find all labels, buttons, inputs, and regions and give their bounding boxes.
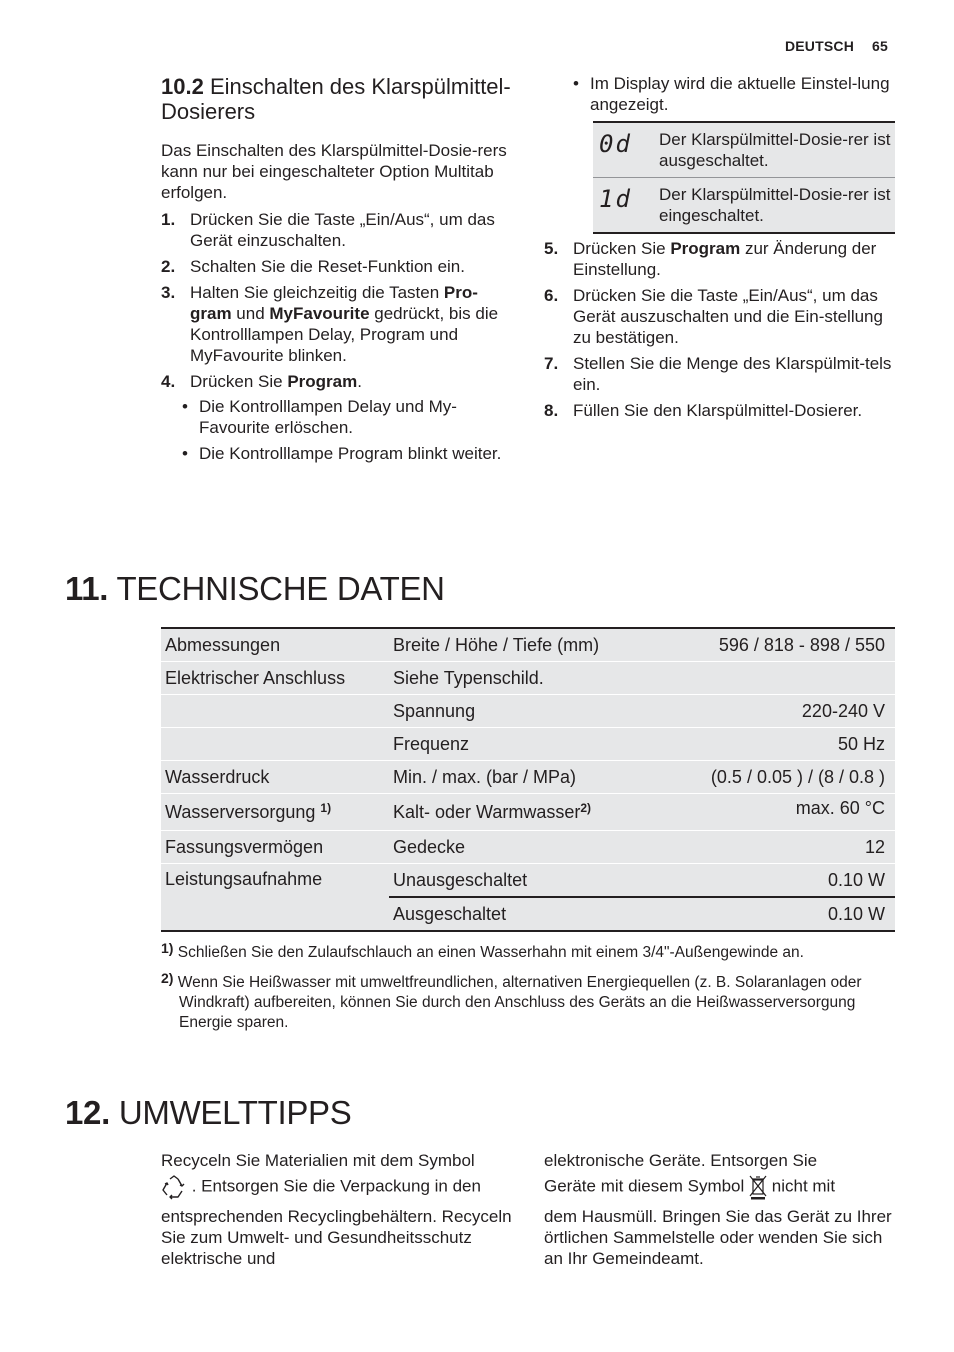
page-header xyxy=(767,38,888,54)
display-bullet xyxy=(571,73,895,115)
table-cell xyxy=(161,695,389,728)
footnote-text: Schließen Sie den Zulaufschlauch an einen Wasserhahn mit einem 3/4"-Außengewinde an. xyxy=(177,944,804,961)
step-number: 1. xyxy=(161,210,176,229)
table-cell: 0.10 W xyxy=(665,897,895,931)
step-text: Schalten Sie die Reset-Funktion ein. xyxy=(190,257,465,276)
paragraph-text: . Entsorgen Sie die Verpackung in den xyxy=(191,1176,481,1196)
paragraph-line: Recyceln Sie Materialien mit dem Symbol xyxy=(161,1151,475,1170)
button-name: Program xyxy=(670,239,741,258)
table-cell: Abmessungen xyxy=(161,629,389,662)
table-row xyxy=(161,864,895,898)
step-text: Drücken Sie die Taste „Ein/Aus“, um das Gerät einzuschalten. xyxy=(190,210,495,250)
table-row xyxy=(161,831,895,864)
list-item xyxy=(544,353,894,395)
table-cell: Leistungsaufnahme xyxy=(161,864,389,932)
table-cell: Wasserdruck xyxy=(161,761,389,794)
language-label: DEUTSCH xyxy=(784,38,855,54)
table-cell: (0.5 / 0.05 ) / (8 / 0.8 ) xyxy=(665,761,895,794)
step-text: Drücken Sie xyxy=(573,239,671,258)
table-row xyxy=(161,662,895,695)
display-description: Der Klarspülmittel-Dosie-rer ist eingeschaltet. xyxy=(659,185,891,225)
button-name: Program xyxy=(287,372,358,391)
button-name: Pro-gram xyxy=(190,283,478,323)
table-cell: Unausgeschaltet xyxy=(389,864,665,898)
footnote-mark: 2) xyxy=(161,970,174,986)
paragraph-line xyxy=(161,1174,521,1200)
list-item xyxy=(161,282,513,366)
step-text: zur Änderung der Einstellung. xyxy=(573,239,877,279)
tech-data-table xyxy=(161,629,895,932)
table-row xyxy=(161,728,895,761)
step-number: 4. xyxy=(161,372,176,391)
section-11-heading xyxy=(65,570,445,608)
paragraph-text: Geräte mit diesem Symbol xyxy=(544,1176,745,1196)
intro-paragraph: Das Einschalten des Klarspülmittel-Dosie-rers kann nur bei eingeschalteter Option Multitab erfolgen. xyxy=(161,141,507,202)
step-text: Drücken Sie die Taste „Ein/Aus“, um das Gerät auszuschalten und die Ein-stellung zu bestätigen. xyxy=(573,286,883,347)
list-item xyxy=(161,371,513,464)
step-number: 5. xyxy=(544,239,559,258)
recycling-icon xyxy=(161,1176,192,1195)
page-number: 65 xyxy=(872,38,888,54)
footnote xyxy=(161,938,901,963)
table-cell: Min. / max. (bar / MPa) xyxy=(389,761,665,794)
section-10-2-heading xyxy=(161,74,513,124)
section-number: 10.2 xyxy=(161,74,204,99)
section-12-heading xyxy=(65,1094,351,1132)
footnote-ref: 1) xyxy=(320,801,332,815)
table-cell: Spannung xyxy=(389,695,665,728)
table-cell: Frequenz xyxy=(389,728,665,761)
table-cell xyxy=(161,728,389,761)
sub-bullets xyxy=(180,396,513,464)
section-title: Einschalten des Klarspülmittel-Dosierers xyxy=(161,74,511,124)
section-10-2-right xyxy=(573,73,895,120)
table-cell: Ausgeschaltet xyxy=(389,897,665,931)
cell-text: Wasserversorgung xyxy=(165,802,316,822)
step-number: 7. xyxy=(544,354,559,373)
table-row xyxy=(161,695,895,728)
paragraph-text: nicht mit xyxy=(771,1176,836,1196)
step-number: 6. xyxy=(544,286,559,305)
crossed-bin-icon xyxy=(749,1176,772,1195)
display-row xyxy=(593,177,895,232)
list-item xyxy=(544,238,894,280)
step-number: 3. xyxy=(161,283,176,302)
step-text: gedrückt, bis die Kontrolllampen Delay, Program und MyFavourite blinken. xyxy=(190,304,499,365)
table-cell xyxy=(389,794,665,831)
display-code: 0d xyxy=(599,130,632,158)
list-item xyxy=(544,285,894,348)
step-text: Drücken Sie xyxy=(190,372,288,391)
paragraph-line: dem Hausmüll. Bringen Sie das Gerät zu Ihrer örtlichen Sammelstelle oder wenden Sie sich an Ihr Gemeindeamt. xyxy=(544,1207,892,1268)
paragraph-line: entsprechenden Recyclingbehältern. Recyceln Sie zum Umwelt- und Gesundheitsschutz elektrische und xyxy=(161,1207,512,1268)
section-10-2-left xyxy=(161,74,513,469)
section-12-right xyxy=(544,1150,896,1269)
footnote-text: Wenn Sie Heißwasser mit umweltfreundlichen, alternativen Energiequellen (z. B. Solaranlagen oder Windkraft) aufbereiten, können Sie durch den Anschluss des Geräts an die Heißwasserversorgung Energie sparen. xyxy=(177,974,862,1031)
table-cell: 220-240 V xyxy=(665,695,895,728)
steps-list xyxy=(161,209,513,464)
cell-text: Kalt- oder Warmwasser xyxy=(393,802,581,822)
display-row xyxy=(593,123,895,177)
footnote xyxy=(161,968,901,1033)
table-cell xyxy=(665,662,895,695)
steps-right xyxy=(544,238,894,426)
step-text: Stellen Sie die Menge des Klarspülmit-tels ein. xyxy=(573,354,892,394)
footnote-mark: 1) xyxy=(161,940,174,956)
display-status-table xyxy=(593,121,895,234)
section-number: 11. xyxy=(65,570,109,607)
display-description: Der Klarspülmittel-Dosie-rer ist ausgeschaltet. xyxy=(659,130,891,170)
paragraph-line: elektronische Geräte. Entsorgen Sie xyxy=(544,1151,818,1170)
table-cell: Siehe Typenschild. xyxy=(389,662,665,695)
table-row xyxy=(161,761,895,794)
list-item xyxy=(161,209,513,251)
table-cell: Fassungsvermögen xyxy=(161,831,389,864)
steps-list xyxy=(544,238,894,421)
list-item xyxy=(544,400,894,421)
step-number: 2. xyxy=(161,257,176,276)
section-12-left xyxy=(161,1150,521,1269)
bullet-item: • Im Display wird die aktuelle Einstel-lung angezeigt. xyxy=(571,73,895,115)
table-cell: 0.10 W xyxy=(665,864,895,898)
footnotes xyxy=(161,938,901,1033)
section-title: TECHNISCHE DATEN xyxy=(116,570,445,607)
table-cell: Gedecke xyxy=(389,831,665,864)
step-text: Füllen Sie den Klarspülmittel-Dosierer. xyxy=(573,401,863,420)
paragraph-line xyxy=(544,1174,896,1200)
step-text: . xyxy=(357,372,362,391)
table-cell: Breite / Höhe / Tiefe (mm) xyxy=(389,629,665,662)
section-number: 12. xyxy=(65,1094,110,1131)
bullet-item: • Die Kontrolllampe Program blinkt weiter. xyxy=(180,443,513,464)
table-cell: 50 Hz xyxy=(665,728,895,761)
bullet-item: • Die Kontrolllampen Delay und My-Favourite erlöschen. xyxy=(180,396,513,438)
footnote-ref: 2) xyxy=(580,801,592,815)
table-cell xyxy=(161,794,389,831)
table-cell: max. 60 °C xyxy=(665,794,895,831)
table-cell: Elektrischer Anschluss xyxy=(161,662,389,695)
table-row xyxy=(161,629,895,662)
tech-data-table-wrap xyxy=(161,627,895,932)
section-title: UMWELTTIPPS xyxy=(118,1094,352,1131)
table-cell: 596 / 818 - 898 / 550 xyxy=(665,629,895,662)
table-row xyxy=(161,794,895,831)
step-text: Halten Sie gleichzeitig die Tasten xyxy=(190,283,444,302)
display-code: 1d xyxy=(599,185,632,213)
step-number: 8. xyxy=(544,401,559,420)
button-name: MyFavourite xyxy=(269,304,370,323)
list-item xyxy=(161,256,513,277)
step-text: und xyxy=(231,304,270,323)
table-cell: 12 xyxy=(665,831,895,864)
